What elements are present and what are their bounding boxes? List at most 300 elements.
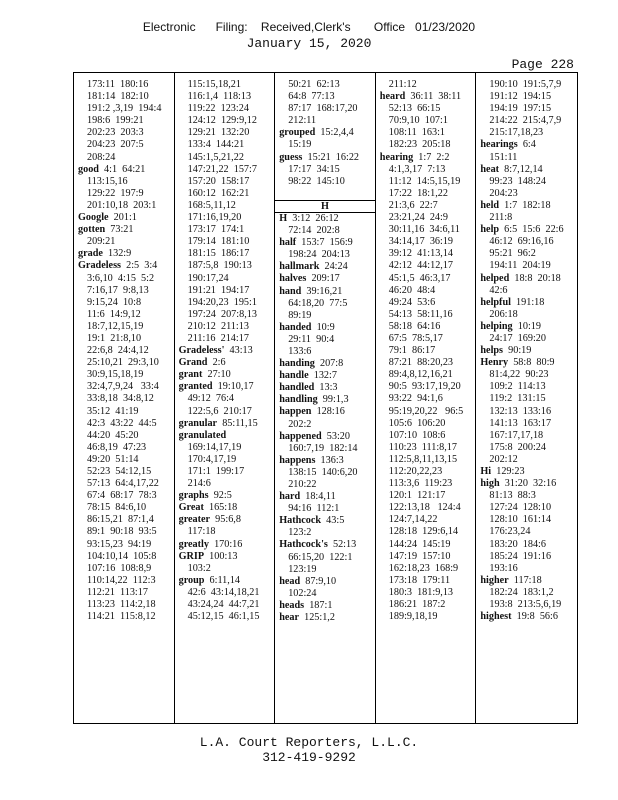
headword: Great — [178, 502, 204, 514]
index-continuation: 17:17 34:15 — [288, 163, 340, 175]
index-continuation: 18:7,12,15,19 — [87, 320, 144, 332]
headword: hearings — [480, 139, 518, 151]
page-line-refs: 6:4 — [522, 139, 536, 151]
page-line-refs: 128:16 — [316, 406, 345, 418]
index-continuation: 119:22 123:24 — [187, 103, 249, 115]
index-continuation: 67:5 78:5,17 — [388, 332, 443, 344]
index-continuation: 122:5,6 210:17 — [187, 405, 252, 417]
index-continuation: 113:3,6 119:23 — [388, 478, 453, 490]
headword: head — [279, 575, 301, 587]
index-entry — [279, 286, 372, 298]
index-entry — [179, 575, 272, 587]
index-continuation: 160:7,19 182:14 — [288, 442, 358, 454]
page-line-refs: 201:1 — [113, 212, 137, 224]
index-entry — [279, 322, 372, 334]
index-continuation: 78:15 84:6,10 — [87, 502, 147, 514]
index-continuation: 114:21 115:8,12 — [87, 611, 156, 623]
index-continuation: 171:16,19,20 — [187, 212, 242, 224]
index-continuation: 81:13 88:3 — [489, 490, 536, 502]
index-continuation: 211:16 214:17 — [187, 332, 249, 344]
headword: hear — [279, 612, 299, 624]
page-line-refs: 43:5 — [326, 515, 345, 527]
index-entry — [279, 394, 372, 406]
index-continuation: 3:6,10 4:15 5:2 — [87, 272, 155, 284]
index-continuation: 45:12,15 46:1,15 — [187, 611, 260, 623]
index-continuation: 33:8,18 34:8,12 — [87, 393, 154, 405]
index-continuation: 129:22 197:9 — [87, 187, 144, 199]
headword: H — [279, 212, 288, 224]
index-continuation: 30:9,15,18,19 — [87, 369, 144, 381]
index-continuation: 54:13 58:11,16 — [388, 308, 453, 320]
index-entry — [480, 164, 574, 176]
index-continuation: 123:2 — [288, 527, 312, 539]
page-line-refs: 15:2,4,4 — [320, 127, 354, 139]
index-continuation: 46:12 69:16,16 — [489, 236, 554, 248]
index-continuation: 204:23 — [489, 187, 518, 199]
index-entry — [179, 381, 272, 393]
headword: guess — [279, 151, 303, 163]
index-continuation: 42:12 44:12,17 — [388, 260, 454, 272]
page-line-refs: 52:13 — [332, 539, 357, 551]
index-continuation: 117:18 — [187, 526, 216, 538]
index-continuation: 67:4 68:17 78:3 — [87, 490, 157, 502]
index-continuation: 173:11 180:16 — [87, 79, 149, 90]
index-continuation: 183:20 184:6 — [489, 538, 546, 550]
index-continuation: 157:20 158:17 — [187, 175, 250, 187]
index-continuation: 202:23 203:3 — [87, 127, 144, 139]
headword: handing — [279, 358, 315, 370]
headword: GRIP — [178, 550, 205, 562]
index-entry — [279, 152, 372, 164]
index-continuation: 11:12 14:5,15,19 — [388, 175, 461, 187]
index-continuation: 215:17,18,23 — [489, 127, 544, 139]
page-line-refs: 132:9 — [108, 248, 132, 260]
index-continuation: 49:12 76:4 — [187, 393, 235, 405]
page-line-refs: 132:7 — [313, 370, 337, 382]
index-entry — [279, 576, 372, 588]
index-continuation: 193:8 213:5,6,19 — [489, 599, 562, 611]
index-continuation: 42:6 — [489, 284, 508, 296]
index-entry — [480, 357, 574, 369]
index-continuation: 9:15,24 10:8 — [87, 296, 142, 308]
index-column-1 — [74, 73, 175, 723]
headword: heads — [279, 599, 305, 611]
index-continuation: 19:1 21:8,10 — [87, 332, 142, 344]
index-continuation: 7:16,17 9:8,13 — [87, 284, 149, 296]
page-line-refs: 19:10,17 — [217, 381, 254, 393]
headword: heat — [480, 163, 500, 175]
page-line-refs: 90:19 — [508, 345, 532, 357]
index-continuation: 123:19 — [288, 563, 317, 575]
index-entry — [179, 345, 272, 357]
headword: helping — [480, 320, 513, 332]
index-continuation: 110:14,22 112:3 — [87, 574, 156, 586]
index-entry — [480, 273, 574, 285]
index-continuation: 34:14,17 36:19 — [388, 236, 454, 248]
headword: higher — [480, 574, 509, 586]
page-line-refs: 10:19 — [517, 320, 541, 332]
index-continuation: 191:12 194:15 — [489, 91, 552, 103]
index-continuation: 66:15,20 122:1 — [288, 551, 353, 563]
page-line-refs: 100:13 — [209, 550, 238, 562]
index-continuation: 194:20,23 195:1 — [187, 296, 257, 308]
index-continuation: 112:5,8,11,13,15 — [388, 453, 458, 465]
headword: good — [78, 163, 99, 175]
index-entry — [480, 224, 574, 236]
page-line-refs: 4:1 64:21 — [104, 163, 146, 175]
index-entry — [279, 600, 372, 612]
page-line-refs: 187:1 — [309, 599, 333, 611]
index-entry — [179, 430, 272, 442]
index-continuation: 198:6 199:21 — [87, 115, 144, 127]
page-line-refs: 73:21 — [110, 224, 134, 236]
index-table — [73, 72, 578, 724]
index-continuation: 112:20,22,23 — [388, 466, 443, 477]
index-continuation: 58:18 64:16 — [388, 320, 441, 332]
page-line-refs: 3:12 26:12 — [292, 212, 339, 224]
page-line-refs: 1:7 182:18 — [504, 199, 551, 211]
page-line-refs: 53:20 — [326, 430, 350, 442]
index-continuation: 173:17 174:1 — [187, 224, 245, 236]
index-continuation: 17:22 18:1,22 — [388, 187, 448, 199]
index-continuation: 99:23 148:24 — [489, 175, 546, 187]
page-line-refs: 99:1,3 — [322, 394, 349, 406]
headword: grant — [178, 369, 203, 381]
headword: greater — [178, 514, 211, 526]
index-entry — [279, 406, 372, 418]
index-entry — [380, 152, 473, 164]
index-entry — [279, 358, 372, 370]
index-continuation: 191:2 ,3,19 194:4 — [87, 103, 162, 115]
index-continuation: 15:19 — [288, 139, 312, 151]
index-entry — [480, 345, 574, 357]
index-continuation: 138:15 140:6,20 — [288, 466, 358, 478]
index-continuation: 162:18,23 168:9 — [388, 562, 459, 574]
blank-line — [279, 188, 372, 200]
index-entry — [279, 261, 372, 273]
headword: high — [480, 478, 500, 490]
headword: halves — [279, 273, 307, 285]
headword: graphs — [178, 490, 209, 502]
page-line-refs: 170:16 — [214, 538, 243, 550]
index-continuation: 42:3 43:22 44:5 — [87, 417, 157, 429]
index-entry — [279, 273, 372, 285]
index-continuation: 110:23 111:8,17 — [388, 441, 457, 453]
index-continuation: 147:21,22 157:7 — [187, 163, 257, 175]
index-continuation: 52:23 54:12,15 — [87, 466, 152, 477]
page-line-refs: 13:3 — [319, 382, 338, 394]
index-continuation: 202:12 — [489, 453, 518, 465]
page-line-refs: 18:4,11 — [305, 491, 336, 503]
index-entry — [480, 297, 574, 309]
index-continuation: 90:5 93:17,19,20 — [388, 381, 461, 393]
headword: Gradeless' — [178, 345, 225, 357]
index-entry — [480, 139, 574, 151]
headword: Hathcock — [279, 515, 322, 527]
headword: held — [480, 199, 500, 211]
index-continuation: 194:19 197:15 — [489, 103, 552, 115]
index-entry — [480, 478, 574, 490]
page-line-refs: 1:7 2:2 — [418, 151, 450, 163]
index-continuation: 52:13 66:15 — [388, 103, 441, 115]
headword: heard — [379, 91, 406, 103]
page-line-refs: 85:11,15 — [222, 417, 258, 429]
page-line-refs: 191:18 — [516, 296, 545, 308]
index-entry — [78, 260, 171, 272]
page-line-refs: 15:21 16:22 — [307, 151, 360, 163]
index-continuation: 86:15,21 87:1,4 — [87, 514, 154, 526]
index-continuation: 29:11 90:4 — [288, 333, 335, 345]
index-continuation: 93:15,23 94:19 — [87, 538, 152, 550]
index-entry — [480, 321, 574, 333]
index-continuation: 21:3,6 22:7 — [388, 199, 438, 211]
index-continuation: 79:1 86:17 — [388, 345, 436, 357]
index-continuation: 120:1 121:17 — [388, 490, 446, 502]
headword: hand — [279, 285, 302, 297]
index-continuation: 127:24 128:10 — [489, 502, 552, 514]
index-continuation: 181:14 182:10 — [87, 91, 149, 103]
index-entry — [179, 418, 272, 430]
index-entry — [279, 127, 372, 139]
index-continuation: 206:18 — [489, 308, 518, 320]
index-continuation: 44:20 45:20 — [87, 429, 139, 441]
index-continuation: 141:13 163:17 — [489, 417, 552, 429]
page-line-refs: 58:8 80:9 — [513, 357, 555, 369]
index-continuation: 89:1 90:18 93:5 — [87, 526, 157, 538]
index-continuation: 182:24 183:1,2 — [489, 586, 554, 598]
index-continuation: 98:22 145:10 — [288, 175, 345, 187]
page-line-refs: 8:7,12,14 — [504, 163, 543, 175]
index-continuation: 180:3 181:9,13 — [388, 586, 454, 598]
headword: hearing — [379, 151, 414, 163]
index-continuation: 116:1,4 118:13 — [187, 91, 252, 103]
index-entry — [179, 490, 272, 502]
index-continuation: 129:21 132:20 — [187, 127, 250, 139]
headword: greatly — [178, 538, 209, 550]
index-continuation: 190:10 191:5,7,9 — [489, 79, 562, 90]
page-line-refs: 125:1,2 — [304, 612, 335, 624]
headword: half — [279, 237, 297, 249]
index-continuation: 94:16 112:1 — [288, 503, 340, 515]
index-continuation: 181:15 186:17 — [187, 248, 250, 260]
page-line-refs: 136:3 — [320, 454, 344, 466]
index-column-2 — [175, 73, 276, 723]
index-entry — [279, 370, 372, 382]
index-continuation: 171:1 199:17 — [187, 466, 245, 477]
index-continuation: 49:24 53:6 — [388, 296, 436, 308]
index-entry — [78, 248, 171, 260]
headword: highest — [480, 611, 512, 623]
page-line-refs: 207:8 — [319, 358, 344, 370]
index-continuation: 108:11 163:1 — [388, 127, 446, 139]
index-continuation: 169:14,17,19 — [187, 441, 242, 453]
index-continuation: 193:16 — [489, 562, 518, 574]
index-continuation: 87:21 88:20,23 — [388, 357, 454, 369]
index-continuation: 167:17,17,18 — [489, 429, 544, 441]
index-entry — [480, 200, 574, 212]
index-continuation: 112:21 113:17 — [87, 586, 148, 598]
index-continuation: 160:12 162:21 — [187, 187, 250, 199]
index-continuation: 132:13 133:16 — [489, 405, 552, 417]
page-line-refs: 27:10 — [207, 369, 231, 381]
index-continuation: 210:22 — [288, 479, 317, 490]
headword: happen — [279, 406, 312, 418]
index-entry — [480, 611, 574, 623]
index-continuation: 176:23,24 — [489, 526, 531, 538]
index-continuation: 57:13 64:4,17,22 — [87, 478, 159, 490]
page-line-refs: 31:20 32:16 — [504, 478, 557, 490]
index-column-4 — [376, 73, 477, 723]
index-entry — [279, 491, 372, 503]
index-continuation: 124:7,14,22 — [388, 514, 438, 526]
index-continuation: 35:12 41:19 — [87, 405, 139, 417]
index-continuation: 209:21 — [87, 236, 116, 248]
headword: helped — [480, 272, 510, 284]
index-entry — [179, 357, 272, 369]
page-line-refs: 19:8 56:6 — [516, 611, 558, 623]
index-continuation: 24:17 169:20 — [489, 332, 546, 344]
page-line-refs: 92:5 — [213, 490, 232, 502]
headword: Hi — [480, 466, 492, 477]
index-entry — [279, 515, 372, 527]
index-continuation: 43:24,24 44:7,21 — [187, 599, 260, 611]
index-continuation: 145:1,5,21,22 — [187, 151, 244, 163]
index-continuation: 115:15,18,21 — [187, 79, 241, 90]
page-line-refs: 6:11,14 — [209, 574, 241, 586]
headword: Gradeless — [78, 260, 122, 272]
index-continuation: 144:24 145:19 — [388, 538, 451, 550]
headword: granular — [178, 417, 218, 429]
headword: Henry — [480, 357, 509, 369]
index-continuation: 95:21 96:2 — [489, 248, 536, 260]
index-continuation: 191:21 194:17 — [187, 284, 250, 296]
index-continuation: 109:2 114:13 — [489, 381, 546, 393]
index-continuation: 190:17,24 — [187, 272, 229, 284]
index-entry — [179, 551, 272, 563]
index-entry — [279, 382, 372, 394]
index-continuation: 179:14 181:10 — [187, 236, 250, 248]
index-continuation: 30:11,16 34:6,11 — [388, 224, 460, 236]
index-continuation: 170:4,17,19 — [187, 453, 237, 465]
headword: gotten — [78, 224, 106, 236]
section-letter: H — [275, 200, 375, 213]
headword: Grand — [178, 357, 208, 369]
index-continuation: 147:19 157:10 — [388, 550, 451, 562]
reporter-name: L.A. Court Reporters, L.L.C. — [199, 735, 419, 750]
index-continuation: 113:23 114:2,18 — [87, 599, 156, 611]
page-line-refs: 43:13 — [229, 345, 253, 357]
index-entry — [78, 212, 171, 224]
headword: hard — [279, 491, 301, 503]
index-entry — [279, 612, 372, 624]
index-continuation: 173:18 179:11 — [388, 574, 451, 586]
index-continuation: 42:6 43:14,18,21 — [187, 586, 260, 598]
index-continuation: 189:9,18,19 — [388, 611, 438, 623]
index-entry — [279, 539, 372, 551]
index-continuation: 46:20 48:4 — [388, 284, 436, 296]
index-entry — [179, 369, 272, 381]
index-entry — [480, 575, 574, 587]
index-continuation: 102:24 — [288, 587, 317, 599]
index-continuation: 89:4,8,12,16,21 — [388, 369, 453, 381]
index-continuation: 104:10,14 105:8 — [87, 550, 157, 562]
document-date: January 15, 2020 — [246, 36, 372, 51]
index-continuation: 39:12 41:13,14 — [388, 248, 454, 260]
page-line-refs: 209:17 — [311, 273, 340, 285]
index-continuation: 198:24 204:13 — [288, 249, 350, 261]
page-line-refs: 36:11 38:11 — [410, 91, 462, 103]
index-continuation: 133:6 — [288, 345, 312, 357]
index-continuation: 107:10 108:6 — [388, 429, 446, 441]
index-continuation: 214:6 — [187, 478, 211, 490]
index-continuation: 25:10,21 29:3,10 — [87, 357, 159, 369]
index-continuation: 211:12 — [388, 79, 417, 90]
index-continuation: 212:11 — [288, 115, 317, 127]
index-entry — [179, 502, 272, 514]
index-continuation: 45:1,5 46:3,17 — [388, 272, 451, 284]
headword: handle — [279, 370, 309, 382]
page-line-refs: 24:24 — [324, 261, 348, 273]
index-continuation: 107:16 108:8,9 — [87, 562, 152, 574]
page-line-refs: 117:18 — [513, 574, 542, 586]
headword: happened — [279, 430, 322, 442]
headword: Hathcock's — [279, 539, 328, 551]
headword: grouped — [279, 127, 316, 139]
headword: granted — [178, 381, 213, 393]
index-continuation: 211:8 — [489, 212, 513, 224]
index-continuation: 46:8,19 47:23 — [87, 441, 147, 453]
index-continuation: 95:19,20,22 96:5 — [388, 405, 464, 417]
headword: grade — [78, 248, 103, 260]
filing-stamp: Electronic Filing: Received,Clerk's Office 01/23/2020 — [142, 20, 476, 34]
index-entry — [78, 224, 171, 236]
index-continuation: 11:6 14:9,12 — [87, 308, 141, 320]
index-continuation: 81:4,22 90:23 — [489, 369, 549, 381]
index-column-3 — [275, 73, 376, 723]
headword: hallmark — [279, 261, 320, 273]
page-line-refs: 129:23 — [496, 466, 525, 477]
index-continuation: 128:18 129:6,14 — [388, 526, 459, 538]
index-continuation: 133:4 144:21 — [187, 139, 245, 151]
headword: Google — [78, 212, 109, 224]
page-line-refs: 18:8 20:18 — [514, 272, 561, 284]
index-continuation: 87:17 168:17,20 — [288, 103, 358, 115]
index-entry — [179, 514, 272, 526]
index-column-5 — [476, 73, 577, 723]
index-continuation: 168:5,11,12 — [187, 199, 236, 211]
index-entry — [279, 237, 372, 249]
index-continuation: 187:5,8 190:13 — [187, 260, 252, 272]
index-continuation: 113:15,16 — [87, 175, 128, 187]
index-continuation: 202:2 — [288, 418, 312, 430]
index-continuation: 214:22 215:4,7,9 — [489, 115, 562, 127]
index-continuation: 32:4,7,9,24 33:4 — [87, 381, 159, 393]
index-continuation: 119:2 131:15 — [489, 393, 546, 405]
index-entry — [279, 213, 372, 225]
headword: handling — [279, 394, 318, 406]
page-line-refs: 165:18 — [208, 502, 238, 514]
index-continuation: 49:20 51:14 — [87, 453, 139, 465]
page-line-refs: 87:9,10 — [305, 575, 337, 587]
index-continuation: 128:10 161:14 — [489, 514, 552, 526]
index-continuation: 201:10,18 203:1 — [87, 199, 157, 211]
index-entry — [179, 539, 272, 551]
headword: handled — [279, 382, 315, 394]
headword: group — [178, 574, 205, 586]
headword: handed — [279, 321, 312, 333]
index-continuation: 72:14 202:8 — [288, 225, 340, 237]
page-line-refs: 10:9 — [316, 321, 335, 333]
